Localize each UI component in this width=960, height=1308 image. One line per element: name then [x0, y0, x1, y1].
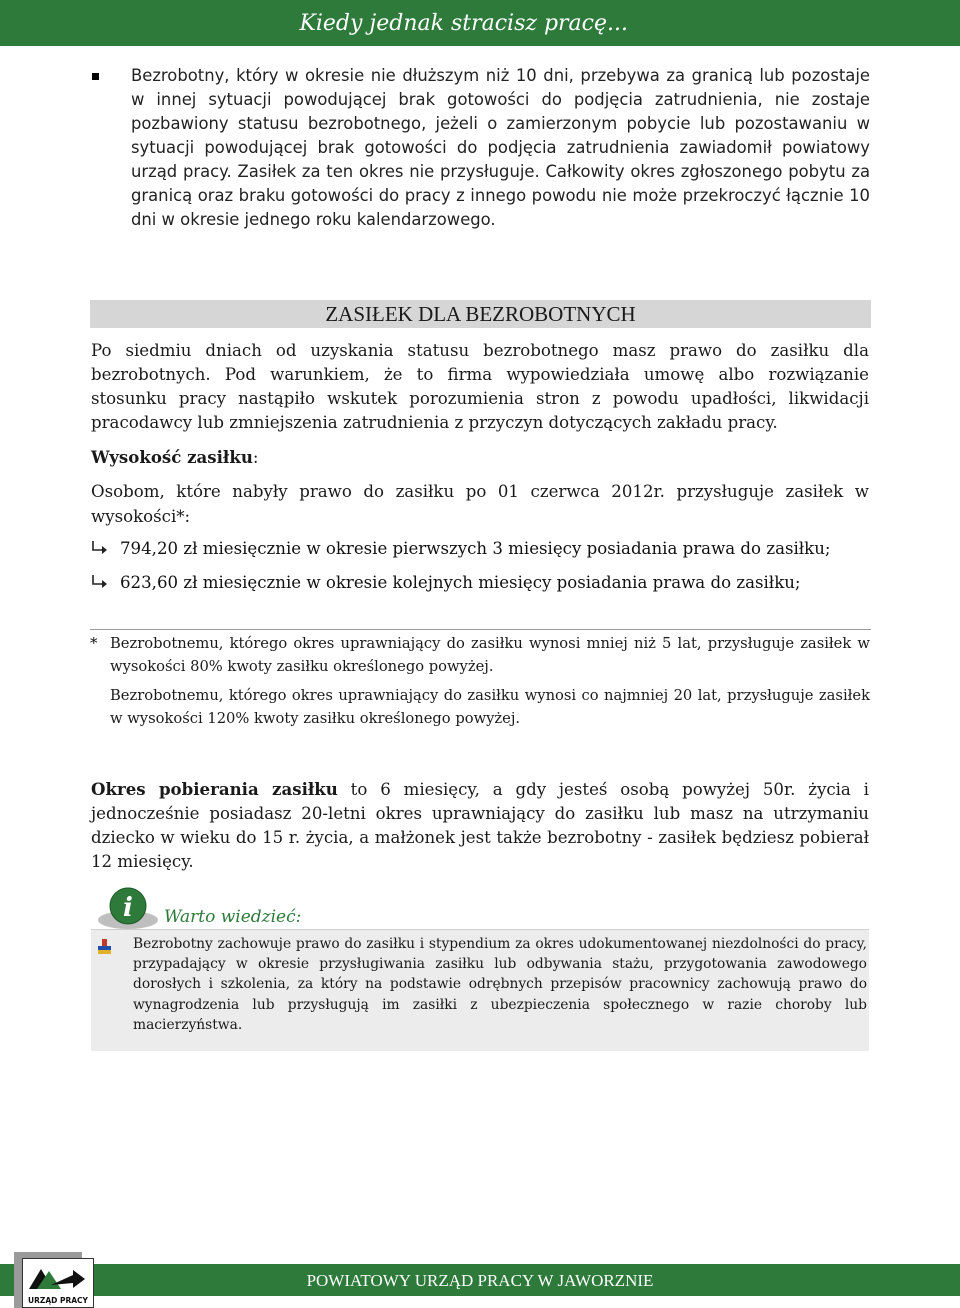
note-divider — [90, 629, 871, 630]
logo-arrow-icon — [23, 1259, 93, 1295]
eligibility-paragraph: Osobom, które nabyły prawo do zasiłku po 01 czerwca 2012r. przysługuje zasiłek w wysokości*: — [91, 482, 869, 526]
amount-item — [91, 570, 871, 596]
footnote: Bezrobotnemu, którego okres uprawniający do zasiłku wynosi mniej niż 5 lat, przysługuje zasiłek w wysokości 80% kwoty zasiłku określonego powyżej. — [110, 635, 870, 675]
note-marker: * — [90, 634, 98, 652]
svg-text:i: i — [123, 893, 133, 923]
square-bullet-icon — [92, 73, 99, 80]
page-title: Kiedy jednak stracisz pracę... — [299, 11, 628, 36]
period-paragraph — [91, 777, 869, 874]
info-text: Bezrobotny zachowuje prawo do zasiłku i stypendium za okres udokumentowanej niezdolności do pracy, przypadający w okresie przysługiwania zasiłku lub odbywania stażu, przygotowania zawodowego dorosłych i szkolenia, za który na podstawie odrębnych przepisów pracownicy zachowują prawo do wynagrodzenia lub przysługują im zasiłki z ubezpieczenia społecznego w razie choroby lub macierzyństwa. — [133, 936, 867, 1033]
amount-text: 794,20 zł miesięcznie w okresie pierwszych 3 miesięcy posiadania prawa do zasiłku; — [120, 539, 831, 558]
bullet-text: Bezrobotny, który w okresie nie dłuższym niż 10 dni, przebywa za granicą lub pozostaje w innej sytuacji powodującej brak gotowości do podjęcia zatrudnienia, nie zostaje pozbawiony statusu bezrobotnego, jeżeli o zamierzonym pobycie lub pozostawaniu w sytuacji powodującej brak gotowości do podjęcia zatrudnienia zawiadomił powiatowy urząd pracy. Zasiłek za ten okres nie przysługuje. Całkowity okres zgłoszonego pobytu za granicą oraz braku gotowości do pracy z innego powodu nie może przekroczyć łącznie 10 dni w okresie jednego roku kalendarzowego. — [131, 66, 870, 229]
footnote: Bezrobotnemu, którego okres uprawniający do zasiłku wynosi co najmniej 20 lat, przysługuje zasiłek w wysokości 120% kwoty zasiłku określonego powyżej. — [110, 687, 870, 727]
period-label: Okres pobierania zasiłku — [91, 779, 338, 799]
footer-text — [0, 1271, 960, 1291]
section-heading: ZASIŁEK DLA BEZROBOTNYCH — [90, 300, 871, 328]
amount-label-suffix: : — [252, 448, 259, 467]
amount-item — [91, 536, 871, 562]
bullet-paragraph — [92, 64, 870, 232]
colored-bullet-icon — [98, 939, 111, 955]
curved-arrow-icon — [91, 574, 109, 590]
amount-label-line — [91, 445, 869, 470]
logo — [22, 1258, 94, 1308]
period-text: to 6 miesięcy, a gdy jesteś osobą powyżej 50r. życia i jednocześnie posiadasz 20-letni okres uprawniający do zasiłku lub masz na utrzymaniu dziecko w wieku do 15 r. życia, a małżonek jest także bezrobotny - zasiłek będziesz pobierał 12 miesięcy. — [91, 780, 869, 871]
info-icon — [92, 884, 158, 932]
logo-text: URZĄD PRACY — [28, 1296, 88, 1305]
amount-text: 623,60 zł miesięcznie w okresie kolejnych miesięcy posiadania prawa do zasiłku; — [120, 573, 801, 592]
amount-label: Wysokość zasiłku — [91, 447, 253, 467]
intro-paragraph: Po siedmiu dniach od uzyskania statusu bezrobotnego masz prawo do zasiłku dla bezrobotnych. Pod warunkiem, że to firma wypowiedziała umowę albo rozwiązanie stosunku pracy nastąpiło wskutek porozumienia stron z powodu upadłości, likwidacji pracodawcy lub zmniejszenia zatrudnienia z przyczyn dotyczących zakładu pracy. — [91, 341, 869, 432]
curved-arrow-icon — [91, 540, 109, 556]
footer-label: POWIATOWY URZĄD PRACY W JAWORZNIE — [306, 1271, 654, 1290]
info-title: Warto wiedzieć: — [164, 907, 302, 927]
